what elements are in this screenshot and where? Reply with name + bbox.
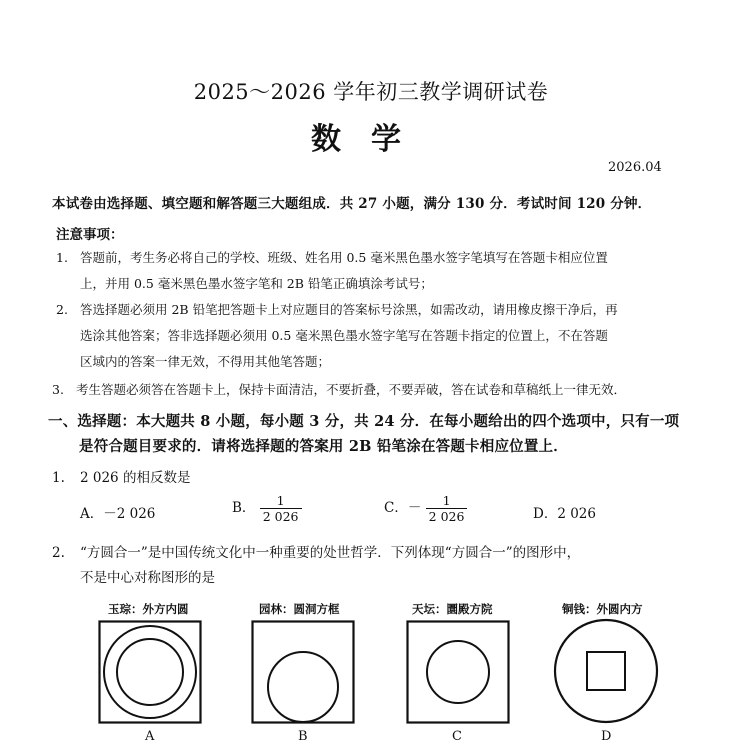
- question-text: 不是中心对称图形的是: [80, 570, 215, 586]
- figure-caption: 玉琮：外方内圆: [108, 602, 189, 616]
- exam-intro: 本试卷由选择题、填空题和解答题三大题组成．共 27 小题，满分 130 分．考试时间 120 分钟．: [52, 196, 652, 212]
- figure-letter: C: [452, 729, 462, 744]
- figure-c: [406, 620, 510, 724]
- option-letter: B．: [232, 500, 256, 516]
- option-value: －2 026: [103, 506, 156, 522]
- figure-b: [251, 620, 355, 724]
- question-text: “方圆合一”是中国传统文化中一种重要的处世哲学．下列体现“方圆合一”的图形中，: [80, 545, 581, 561]
- numerator: 1: [426, 493, 468, 509]
- figure-caption: 园林：圆洞方框: [259, 602, 340, 616]
- option-value: 2 026: [557, 506, 596, 522]
- note-number: 2.: [56, 302, 68, 317]
- exam-date: 2026.04: [608, 160, 662, 175]
- note-line: 选涂其他答案；答非选择题必须用 0.5 毫米黑色墨水签字笔写在答题卡指定的位置上，不在答题: [80, 328, 608, 343]
- note-line: 答题前，考生务必将自己的学校、班级、姓名用 0.5 毫米黑色墨水签字笔填写在答题卡相应位置: [80, 250, 608, 265]
- section-heading: [48, 410, 679, 431]
- exam-title: 2025～2026 学年初三教学调研试卷: [193, 80, 549, 104]
- section-line: 选择题：本大题共 8 小题，每小题 3 分，共 24 分．在每小题给出的四个选项中，只有一项: [77, 413, 680, 430]
- circle: [427, 641, 489, 703]
- note-number: 3.: [52, 382, 64, 397]
- circle: [268, 652, 338, 722]
- figure-d: [553, 618, 659, 724]
- figure-letter: D: [601, 729, 612, 744]
- section-line: 是符合题目要求的．请将选择题的答案用 2B 铅笔涂在答题卡相应位置上．: [79, 438, 568, 455]
- question-number: 1.: [52, 470, 65, 486]
- subject-title: 数学: [311, 122, 431, 157]
- square-outline: [253, 622, 354, 723]
- note-line: 区域内的答案一律无效，不得用其他笔答题；: [80, 354, 331, 369]
- denominator: 2 026: [262, 509, 299, 524]
- fraction: [260, 493, 302, 524]
- inner-circle: [117, 639, 183, 705]
- denominator: 2 026: [428, 509, 465, 524]
- option-c: [384, 493, 467, 524]
- option-b: [232, 493, 302, 524]
- section-label: 一、: [48, 413, 78, 430]
- negative-sign: －: [407, 500, 422, 516]
- question-text: 2 026 的相反数是: [80, 470, 191, 486]
- note-item: [56, 297, 618, 323]
- question-1: [52, 466, 190, 486]
- figure-a: [98, 620, 202, 724]
- note-line: 答选择题必须用 2B 铅笔把答题卡上对应题目的答案标号涂黑，如需改动，请用橡皮擦干净后，再: [80, 302, 618, 317]
- question-2: [52, 541, 580, 561]
- notes-heading: 注意事项：: [56, 227, 124, 243]
- figure-letter: B: [298, 729, 308, 744]
- note-number: 1.: [56, 250, 68, 265]
- question-number: 2.: [52, 545, 65, 561]
- option-letter: A．: [80, 506, 104, 522]
- square-outline: [408, 622, 509, 723]
- fraction: [426, 493, 468, 524]
- note-line: 上，并用 0.5 毫米黑色墨水签字笔和 2B 铅笔正确填涂考试号；: [80, 276, 433, 291]
- square-outline: [100, 622, 201, 723]
- option-a: [80, 502, 155, 522]
- note-line: 考生答题必须答在答题卡上，保持卡面清洁，不要折叠，不要弄破，答在试卷和草稿纸上一律无效．: [76, 382, 627, 397]
- option-letter: C．: [384, 500, 408, 516]
- outer-circle: [555, 620, 657, 722]
- inner-square: [587, 652, 625, 690]
- option-d: [533, 502, 596, 522]
- numerator: 1: [260, 493, 302, 509]
- figure-letter: A: [145, 729, 155, 744]
- figure-caption: 天坛：圜殿方院: [412, 602, 493, 616]
- figure-caption: 铜钱：外圆内方: [562, 602, 643, 616]
- note-item: [56, 245, 608, 271]
- option-letter: D．: [533, 506, 558, 522]
- note-item: [52, 377, 626, 403]
